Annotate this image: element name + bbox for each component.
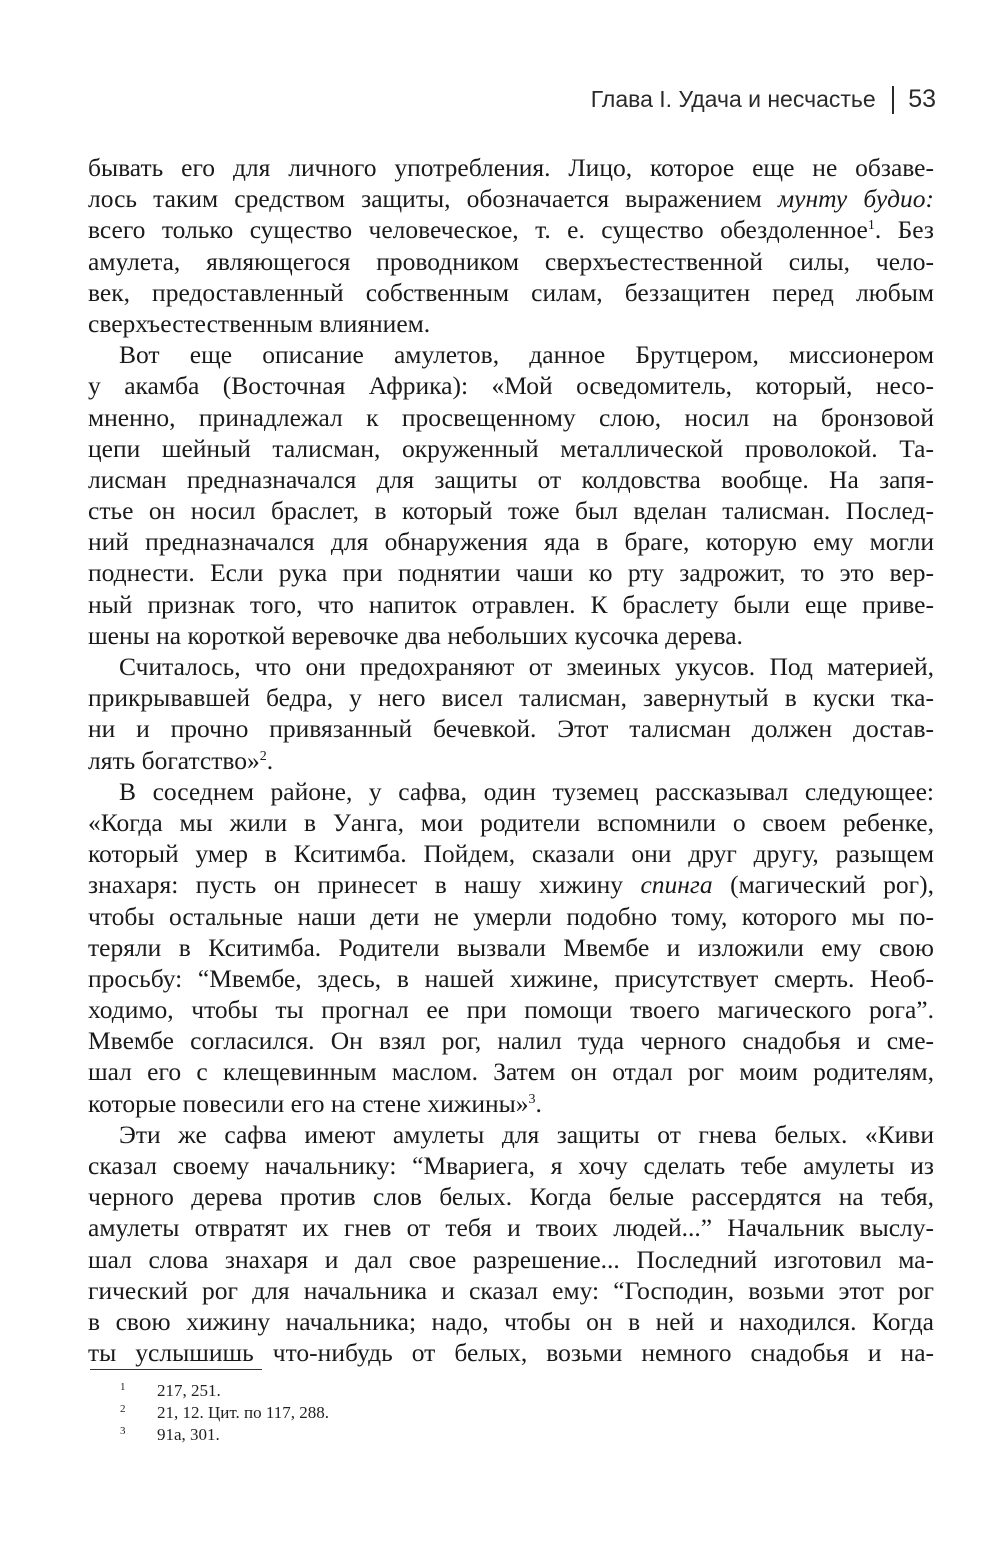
text-line: [88, 1150, 934, 1181]
text-run: знахаря: пусть он принесет в нашу хижину: [88, 870, 641, 900]
text-line: [88, 370, 934, 401]
text-line: [88, 932, 934, 963]
text-run: лось таким средством защиты, обозначается выражением: [88, 184, 778, 214]
text-run: у акамба (Восточная Африка): «Мой осведомитель, который, несо-: [88, 371, 934, 401]
running-head: [591, 85, 936, 114]
text-run: мненно, принадлежал к просвещенному слою, носил на бронзовой: [88, 402, 934, 432]
text-run: в свою хижину начальника; надо, чтобы он в ней и находился. Когда: [88, 1306, 934, 1336]
text-run: лять богатство»: [88, 745, 260, 775]
text-line: [88, 589, 934, 620]
text-run: амулеты отвратят их гнев от тебя и твоих людей...” Начальник выслу-: [88, 1213, 934, 1243]
text-run: всего только существо человеческое, т. е. существо обездоленное: [88, 215, 868, 245]
text-run: сказал своему начальнику: “Мвариега, я хочу сделать тебе амулеты из: [88, 1151, 934, 1180]
text-run: ходимо, чтобы ты прогнал ее при помощи твоего магического рога”.: [88, 995, 934, 1025]
text-line: [88, 1306, 934, 1337]
text-line: [88, 651, 934, 682]
text-line: [88, 1212, 934, 1243]
text-line: [88, 1181, 934, 1212]
text-run: чтобы остальные наши дети не умерли подобно тому, которого мы по-: [88, 901, 934, 931]
text-line: [88, 152, 934, 183]
text-line: [88, 495, 934, 526]
text-run: .: [266, 745, 274, 775]
text-line: [88, 339, 934, 370]
text-run: В соседнем районе, у сафва, один туземец рассказывал следующее:: [119, 776, 934, 806]
text-line: [88, 214, 934, 245]
text-line: [88, 1025, 934, 1056]
footnote-ref: 2: [259, 748, 267, 764]
text-run: ты услышишь что-нибудь от белых, возьми немного снадобья и на-: [88, 1338, 934, 1368]
text-run: ний предназначался для обнаружения яда в браге, которую ему могли: [88, 527, 934, 557]
footnote-text: 217, 251.: [157, 1381, 221, 1400]
text-run: гический рог для начальника и сказал ему: “Господин, возьми этот рог: [88, 1275, 934, 1305]
text-run: амулета, являющегося проводником сверхъестественной силы, чело-: [88, 246, 934, 276]
text-line: [88, 838, 934, 869]
text-line: [88, 713, 934, 744]
text-line: [88, 682, 934, 713]
text-line: [88, 1244, 934, 1275]
text-run: лисман предназначался для защиты от колдовства вообще. На запя-: [88, 464, 934, 494]
text-run: Эти же сафва имеют амулеты для защиты от гнева белых. «Киви: [119, 1119, 934, 1149]
text-run: ни и прочно привязанный бечевкой. Этот талисман должен достав-: [88, 714, 934, 744]
text-line: [88, 557, 934, 588]
text-run: цепи шейный талисман, окруженный металлической проволокой. Та-: [88, 433, 934, 463]
text-line: [88, 433, 934, 464]
footnotes: [120, 1380, 329, 1446]
footnote-mark: 2: [120, 1403, 126, 1415]
text-run: черного дерева против слов белых. Когда белые рассердятся на тебя,: [88, 1182, 934, 1212]
text-line: [88, 745, 934, 776]
text-run: Считалось, что они предохраняют от змеиных укусов. Под материей,: [119, 652, 934, 681]
footnote-text: 21, 12. Цит. по 117, 288.: [157, 1403, 329, 1422]
body-text: [88, 152, 934, 1368]
text-line: [88, 183, 934, 214]
footnote: [120, 1424, 329, 1446]
text-run: век, предоставленный собственным силам, беззащитен перед любым: [88, 277, 934, 307]
text-run: Мвембе согласился. Он взял рог, налил туда черного снадобья и сме-: [88, 1026, 934, 1056]
text-run: который умер в Кситимба. Пойдем, сказали они друг другу, разыщем: [88, 839, 934, 869]
text-line: [88, 1056, 934, 1087]
footnote-ref: 1: [867, 218, 875, 234]
footnote-mark: 1: [120, 1381, 126, 1393]
text-line: [88, 963, 934, 994]
text-line: [88, 1088, 934, 1119]
text-line: [88, 869, 934, 900]
text-run: бывать его для личного употребления. Лицо, которое еще не обзаве-: [88, 153, 934, 182]
text-run: Вот еще описание амулетов, данное Брутцером, миссионером: [119, 340, 934, 370]
text-run: которые повесили его на стене хижины»: [88, 1088, 529, 1118]
text-run: стье он носил браслет, в который тоже был вделан талисман. Послед-: [88, 496, 934, 526]
text-line: [88, 526, 934, 557]
text-run: . Без: [874, 215, 934, 245]
italic-term: спинга: [640, 870, 713, 900]
text-run: ный признак того, что напиток отравлен. К браслету были еще приве-: [88, 589, 934, 619]
text-line: [88, 994, 934, 1025]
text-run: теряли в Кситимба. Родители вызвали Мвембе и изложили ему свою: [88, 932, 934, 962]
footnote-ref: 3: [528, 1091, 536, 1107]
text-line: [88, 1275, 934, 1306]
text-line: [88, 1337, 934, 1368]
text-line: [88, 1119, 934, 1150]
text-run: просьбу: “Мвембе, здесь, в нашей хижине, присутствует смерть. Необ-: [88, 963, 934, 993]
text-run: (магический рог),: [712, 870, 934, 900]
text-line: [88, 901, 934, 932]
text-run: шены на короткой веревочке два небольших кусочка дерева.: [88, 620, 743, 650]
italic-term: мунту будио:: [777, 184, 934, 214]
text-line: [88, 807, 934, 838]
text-run: шал слова знахаря и дал свое разрешение... Последний изготовил ма-: [88, 1244, 934, 1274]
header-separator: [892, 86, 895, 114]
page-number: 53: [908, 85, 936, 113]
text-run: .: [535, 1088, 542, 1118]
text-run: прикрывавшей бедра, у него висел талисман, завернутый в куски тка-: [88, 683, 934, 713]
text-line: [88, 277, 934, 308]
text-line: [88, 308, 934, 339]
text-line: [88, 776, 934, 807]
chapter-title: Глава I. Удача и несчастье: [590, 86, 876, 112]
text-line: [88, 620, 934, 651]
footnote-text: 91a, 301.: [157, 1425, 220, 1444]
text-line: [88, 402, 934, 433]
text-line: [88, 246, 934, 277]
text-run: поднести. Если рука при поднятии чаши ко рту задрожит, то это вер-: [88, 558, 934, 588]
text-line: [88, 464, 934, 495]
text-run: сверхъестественным влиянием.: [88, 308, 431, 338]
text-run: шал его с клещевинным маслом. Затем он отдал рог моим родителям,: [88, 1057, 934, 1087]
footnote-rule: [90, 1369, 262, 1370]
footnote-mark: 3: [120, 1425, 126, 1437]
text-run: «Когда мы жили в Уанга, мои родители вспомнили о своем ребенке,: [88, 807, 934, 837]
